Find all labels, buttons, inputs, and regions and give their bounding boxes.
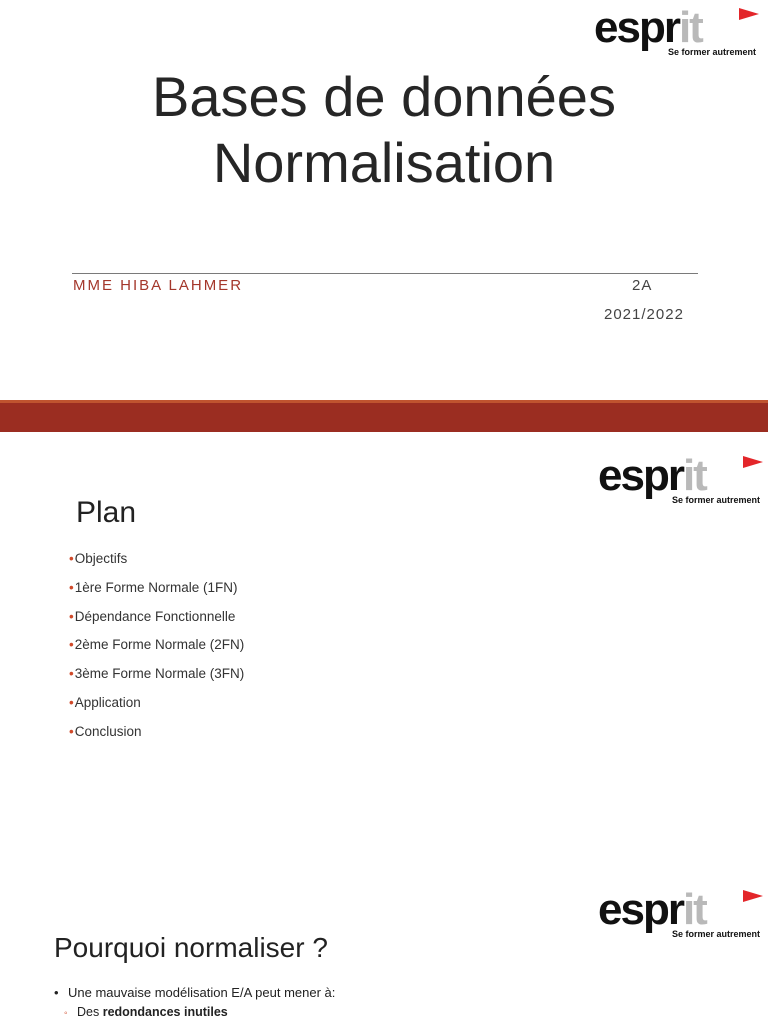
slide-separator [0, 400, 768, 432]
flag-icon [739, 8, 759, 20]
esprit-logo [598, 451, 768, 506]
class-level: 2A [632, 277, 653, 294]
list-item: •3ème Forme Normale (3FN) [69, 666, 245, 682]
logo-word-main: espr [598, 451, 683, 500]
list-item: •Application [69, 694, 141, 710]
list-item: • Une mauvaise modélisation E/A peut mener à: [54, 985, 336, 1000]
esprit-logo [594, 3, 768, 58]
esprit-logo [598, 885, 768, 940]
academic-year: 2021/2022 [604, 306, 684, 323]
bullet-icon: • [69, 666, 74, 682]
flag-icon [743, 456, 763, 468]
logo-word-accent: it [682, 885, 706, 934]
slide-title [0, 64, 768, 196]
plan-title: Plan [76, 496, 137, 529]
divider [72, 273, 698, 274]
list-item: •Objectifs [69, 551, 128, 566]
list-item: •Conclusion [69, 723, 142, 739]
list-item: •1ère Forme Normale (1FN) [69, 579, 238, 595]
title-slide [0, 0, 768, 400]
logo-word-accent: it [682, 451, 706, 500]
circle-bullet-icon: ◦ [64, 1008, 68, 1019]
flag-icon [743, 890, 763, 902]
logo-tagline: Se former autrement [672, 495, 761, 505]
logo-word-accent: it [678, 3, 702, 52]
bullet-icon: • [54, 985, 59, 1000]
why-title: Pourquoi normaliser ? [54, 932, 328, 963]
list-item: •Dépendance Fonctionnelle [69, 608, 236, 624]
bullet-icon: • [69, 694, 74, 710]
bullet-icon: • [69, 723, 74, 739]
bullet-icon: • [69, 608, 74, 624]
logo-tagline: Se former autrement [668, 47, 757, 57]
title-line-2: Normalisation [212, 131, 556, 194]
logo-word-main: espr [594, 3, 679, 52]
logo-tagline: Se former autrement [672, 929, 761, 939]
title-line-1: Bases de données [152, 65, 616, 128]
plan-slide [0, 432, 768, 864]
bullet-icon: • [69, 637, 74, 653]
bullet-icon: • [69, 551, 74, 566]
sub-list-item: ◦ Des redondances inutiles [64, 1005, 228, 1019]
plan-list [69, 549, 244, 751]
author-name: MME HIBA LAHMER [73, 277, 244, 294]
why-normalize-slide [0, 864, 768, 1024]
logo-word-main: espr [598, 885, 683, 934]
list-item: •2ème Forme Normale (2FN) [69, 637, 245, 653]
bullet-icon: • [69, 579, 74, 595]
